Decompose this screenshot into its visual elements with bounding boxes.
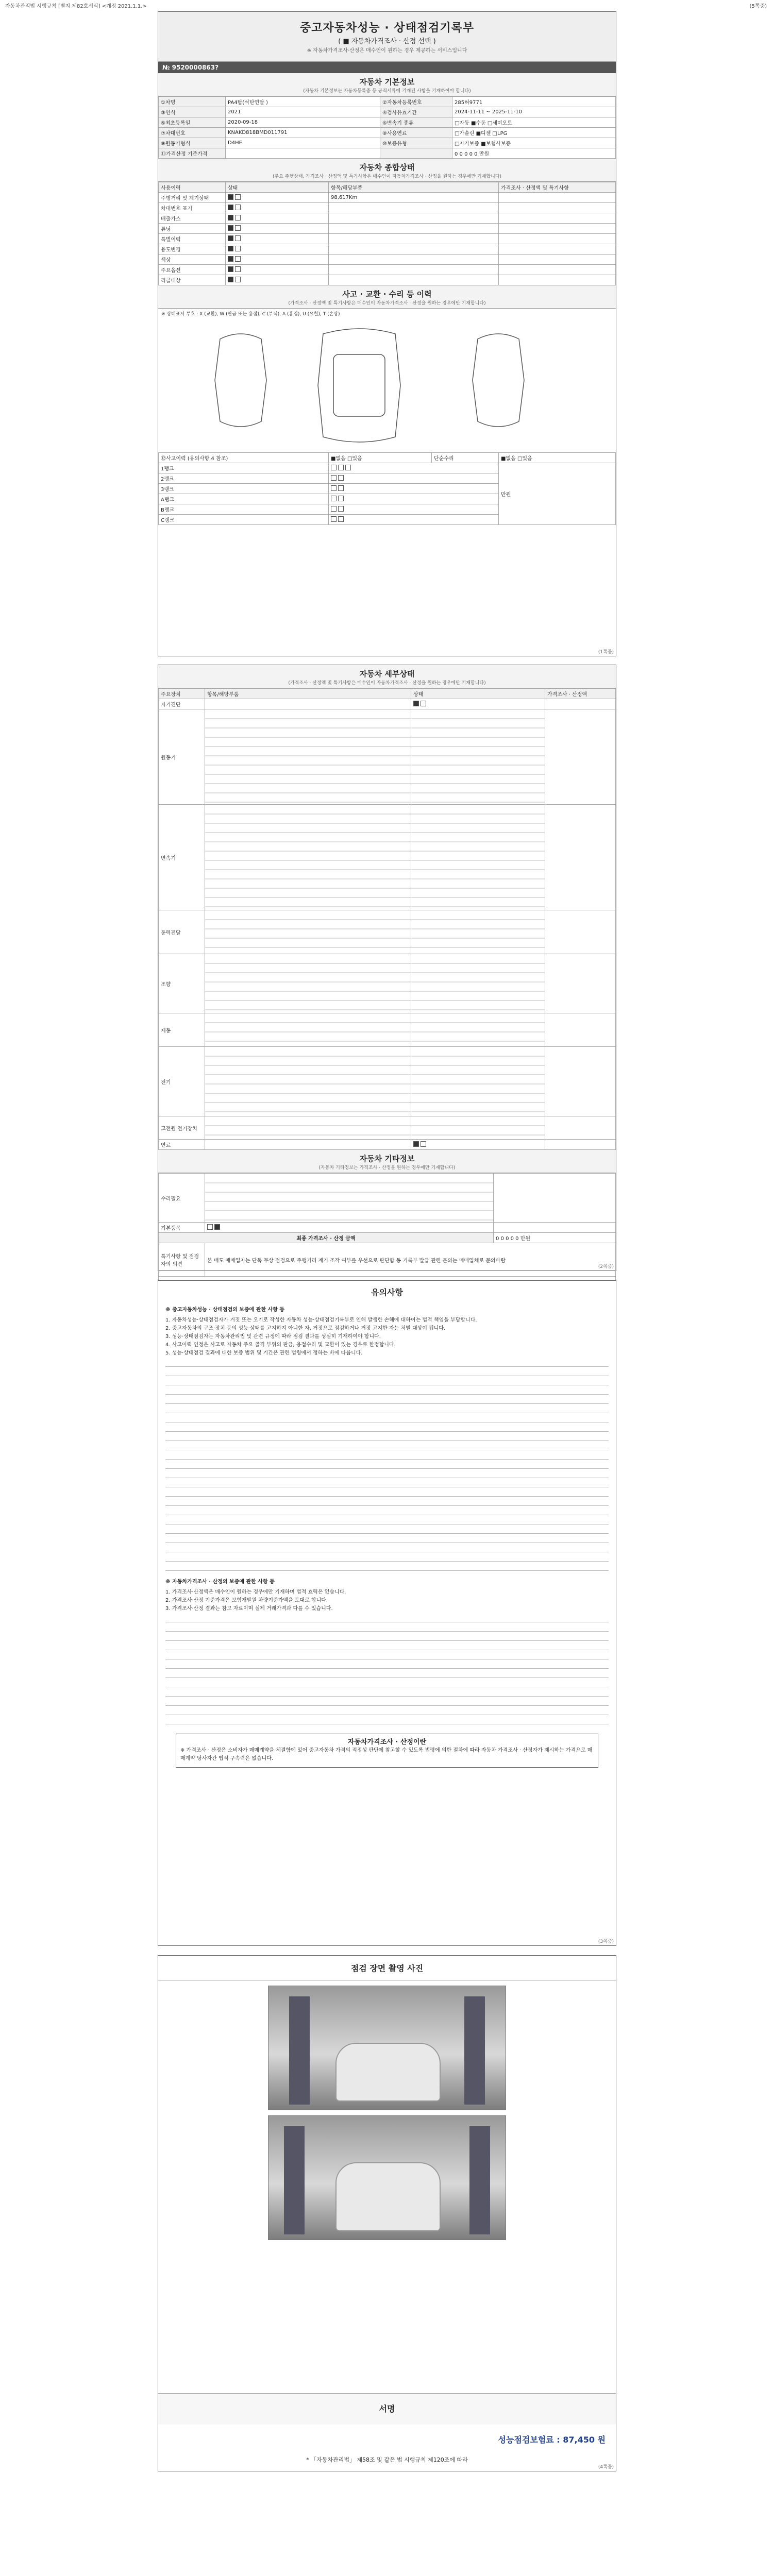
table-row: 동력전달 (159, 910, 616, 954)
table-row: ⑫사고이력 (유의사항 4 참조) ■없음 □있음 단순수리 ■없음 □있음 (159, 453, 616, 463)
checkbox[interactable] (228, 205, 233, 210)
accident-table (158, 452, 616, 525)
basic-info-title: 자동차 기본정보 (158, 73, 616, 87)
footer-note: * 「자동차관리법」 제58조 및 같은 법 시행규칙 제120조에 따라 (306, 2456, 468, 2463)
basic-info-table (158, 96, 616, 159)
checkbox[interactable] (421, 1141, 426, 1147)
table-row: 특별이력 (159, 234, 616, 244)
checkbox[interactable] (235, 256, 241, 262)
checkbox[interactable] (413, 1141, 419, 1147)
table-row: 튜닝 (159, 224, 616, 234)
table-row: 연료 (159, 1140, 616, 1150)
page-1 (158, 11, 616, 656)
final-price-value: 0 0 0 0 0 만원 (494, 1233, 616, 1243)
summary-sub: (주요 주행상태, 가격조사 · 산정액 및 특기사항은 매수인이 자동차가격조사 · 산정을 원하는 경우에만 기재합니다) (158, 173, 616, 182)
notice-item: 4. 사고이력 인정은 사고로 자동차 주요 골격 부위의 판금, 용접수리 및 교환이 있는 경우로 한정합니다. (165, 1342, 396, 1348)
page-number: (2쪽중) (598, 1264, 614, 1269)
checkbox[interactable] (235, 225, 241, 231)
table-row: ⑦차대번호 KNAKD818BMD011791 ⑧사용연료 □가솔린 ■디젤 □LPG (159, 128, 616, 138)
notice-body: ※ 중고자동차성능 · 상태점검의 보증에 관한 사항 등 1. 자동차성능·상태점검자가 거짓 또는 오기로 작성한 자동차 성능·상태점검기록부로 인해 발생한 손해에 대하여는 법적 책임을 부담합니다. 2. 중고자동차의 구조·장치 등의 성능·상태를 고지하지 아니한 자, 거짓으로 점검하거나 거짓 고지한 자는 처벌 대상이 됩니다. 3. 성능·상태점검자는 자동차관리법 및 관련 규정에 따라 점검 결과를 성실히 기재하여야 합니다. 4. 사고이력 인정은 사고로 자동차 주요 골격 부위의 판금, 용접수리 및 교환이 있는 경우로 한정합니다. 5. 성능·상태점검 결과에 대한 보증 범위 및 기간은 관련 법령에서 정하는 바에 따릅니다. ※ 자동차가격조사 · 산정의 보증에 관한 사항 등 1. 가격조사·산정액은 매수인이 원하는 경우에만 기재하며 법적 효력은 없습니다. 2. 가격조사·산정 기준가격은 보험개발원 차량기준가액을 토대로 합니다. 3. 가격조사·산정 결과는 참고 자료이며 실제 거래가격과 다를 수 있습니다. 자동차가격조사 · 산정이란 ※ 가격조사 · 산정은 소비자가 매매계약을 체결함에 있어 중고자동차 가격의 적정성 판단에 참고할 수 있도록 법령에 의한 절차에 따라 자동차 가격조사 · 산정자가 제시하는 가격으로 매매계약 당사자간 법적 구속력은 없습니다. (158, 1301, 616, 1773)
checkbox[interactable] (338, 475, 344, 481)
table-row: 특기사항 및 점검자의 의견 본 매도 매매업자는 단독 무상 점검으로 주행거리 계기 조작 여부를 우선으로 판단함 동 기록부 발급 관련 문의는 매매업체로 문의바람 (159, 1243, 616, 1277)
checkbox[interactable] (235, 215, 241, 221)
table-row: 1랭크 만원 (159, 463, 616, 473)
form-note: ※ 자동차가격조사·산정은 매수인이 원하는 경우 제공하는 서비스입니다 (307, 48, 467, 54)
checkbox[interactable] (338, 465, 344, 470)
table-row: 용도변경 (159, 244, 616, 255)
form-reference: 자동차관리법 시행규칙 [별지 제82호서식] <개정 2021.1.1.> (5, 4, 147, 9)
notice-title: 유의사항 (158, 1281, 616, 1301)
table-row: ⑪가격산정 기준가격 0 0 0 0 0 만원 (159, 148, 616, 159)
table-row: 2랭크 (159, 473, 616, 484)
table-row: B랭크 (159, 504, 616, 515)
table-row: 리콜대상 (159, 275, 616, 285)
car-right-side-outline (473, 334, 524, 427)
basic-info-sub: (자동차 기본정보는 자동차등록증 등 공적서류에 기재된 사항을 기재하여야 합니다) (158, 87, 616, 96)
form-header (158, 12, 616, 62)
table-row: 제동 (159, 1013, 616, 1047)
special-notes: 본 매도 매매업자는 단독 무상 점검으로 주행거리 계기 조작 여부를 우선으로 판단함 동 기록부 발급 관련 문의는 매매업체로 문의바람 (205, 1243, 616, 1277)
notice-item: 2. 가격조사·산정 기준가격은 보험개발원 차량기준가액을 토대로 합니다. (165, 1598, 328, 1603)
checkbox[interactable] (338, 496, 344, 501)
car-top-outline (318, 329, 400, 442)
checkbox[interactable] (235, 205, 241, 210)
table-row: 3랭크 (159, 484, 616, 494)
table-row: ⑤최초등록일 2020-09-18 ⑥변속기 종류 □자동 ■수동 □세미오토 (159, 117, 616, 128)
notice-item: 3. 성능·상태점검자는 자동차관리법 및 관련 규정에 따라 점검 결과를 성실히 기재하여야 합니다. (165, 1334, 381, 1340)
checkbox[interactable] (228, 225, 233, 231)
checkbox[interactable] (228, 266, 233, 272)
checkbox[interactable] (228, 235, 233, 241)
detail-title: 자동차 세부상태 (158, 665, 616, 679)
summary-table (158, 182, 616, 285)
table-header-row: 주요장치 항목/해당부품 상태 가격조사 · 산정액 (159, 689, 616, 699)
summary-title: 자동차 종합상태 (158, 159, 616, 173)
checkbox[interactable] (345, 465, 351, 470)
vehicle-name: PA4탑(석탄연달 ) (226, 97, 380, 107)
checkbox[interactable] (421, 701, 426, 706)
page-count: (5쪽중) (749, 4, 767, 9)
table-row: 주행거리 및 계기상태 98,617Km (159, 193, 616, 203)
table-row: 자기진단 (159, 699, 616, 709)
inspection-photo-2 (268, 2115, 506, 2240)
table-row: 수리필요 (159, 1174, 616, 1223)
table-row: C랭크 (159, 515, 616, 525)
record-number: № 9520000863? (158, 62, 616, 73)
checkbox[interactable] (235, 235, 241, 241)
checkbox[interactable] (331, 485, 337, 491)
table-row: A랭크 (159, 494, 616, 504)
final-price-label: 최종 가격조사 · 산정 금액 (159, 1233, 494, 1243)
table-row: ③연식 2021 ④검사유효기간 2024-11-11 ~ 2025-11-10 (159, 107, 616, 117)
table-row: 전기 (159, 1047, 616, 1116)
form-topline (0, 0, 773, 9)
other-sub: (자동차 기타정보는 가격조사 · 산정을 원하는 경우에만 기재합니다) (158, 1164, 616, 1173)
notice-filler (165, 1613, 609, 1726)
table-header-row: 사용이력 상태 항목/해당부품 가격조사 · 산정액 및 특기사항 (159, 182, 616, 193)
insurance-fee: 성능점검보험료 : 87,450 원 (498, 2435, 606, 2445)
price-explain-box: 자동차가격조사 · 산정이란 ※ 가격조사 · 산정은 소비자가 매매계약을 체결함에 있어 중고자동차 가격의 적정성 판단에 참고할 수 있도록 법령에 의한 절차에 따라 자동차 가격조사 · 산정자가 제시하는 가격으로 매매계약 당사자간 법적 구속력은 없습니다. (176, 1734, 598, 1768)
signature-area: 서명 (158, 2393, 616, 2425)
page-number: (3쪽중) (598, 1939, 614, 1944)
checkbox[interactable] (228, 215, 233, 221)
table-row: 색상 (159, 255, 616, 265)
table-row: 차대번호 표기 (159, 203, 616, 213)
checkbox[interactable] (228, 256, 233, 262)
table-row: 배출가스 (159, 213, 616, 224)
inspection-photo-1 (268, 1986, 506, 2110)
notice-item: 1. 가격조사·산정액은 매수인이 원하는 경우에만 기재하며 법적 효력은 없습니다. (165, 1589, 346, 1595)
checkbox[interactable] (338, 516, 344, 522)
checkbox[interactable] (331, 496, 337, 501)
page-3 (158, 1280, 616, 1946)
table-row: ①차명 PA4탑(석탄연달 ) ②자동차등록번호 285허9771 (159, 97, 616, 107)
table-row: 기본품목 (159, 1223, 616, 1233)
checkbox[interactable] (228, 277, 233, 282)
checkbox[interactable] (235, 194, 241, 200)
checkbox[interactable] (331, 516, 337, 522)
photo-title: 점검 장면 촬영 사진 (158, 1956, 616, 1980)
checkbox[interactable] (331, 465, 337, 470)
checkbox[interactable] (413, 701, 419, 706)
other-title: 자동차 기타정보 (158, 1150, 616, 1164)
table-row: ⑨원동기형식 D4HE ⑩보증유형 □자가보증 ■보험사보증 (159, 138, 616, 148)
plate-number: 285허9771 (452, 97, 616, 107)
form-subtitle: ( ■ 자동차가격조사 · 산정 선택 ) (338, 38, 436, 45)
form-title: 중고자동차성능 · 상태점검기록부 (299, 22, 475, 35)
notice-filler (165, 1358, 609, 1574)
page-2 (158, 665, 616, 1271)
checkbox[interactable] (235, 266, 241, 272)
mileage-value: 98,617Km (329, 193, 499, 203)
detail-table (158, 688, 616, 1150)
checkbox[interactable] (207, 1224, 213, 1230)
table-row: 원동기 (159, 709, 616, 805)
notice-item: 2. 중고자동차의 구조·장치 등의 성능·상태를 고지하지 아니한 자, 거짓으로 점검하거나 거짓 고지한 자는 처벌 대상이 됩니다. (165, 1326, 446, 1331)
checkbox[interactable] (338, 485, 344, 491)
page-number: (1쪽중) (598, 650, 614, 655)
checkbox[interactable] (338, 506, 344, 512)
page-number: (4쪽중) (598, 2465, 614, 2470)
checkbox[interactable] (235, 246, 241, 251)
checkbox[interactable] (228, 194, 233, 200)
notice-item: 1. 자동차성능·상태점검자가 거짓 또는 오기로 작성한 자동차 성능·상태점검기록부로 인해 발생한 손해에 대하여는 법적 책임을 부담합니다. (165, 1317, 477, 1323)
table-row: 주요옵션 (159, 265, 616, 275)
table-row: 고전원 전기장치 (159, 1116, 616, 1140)
notice-item: 5. 성능·상태점검 결과에 대한 보증 범위 및 기간은 관련 법령에서 정하는 바에 따릅니다. (165, 1350, 363, 1356)
checkbox[interactable] (235, 277, 241, 282)
car-left-side-outline (215, 334, 266, 427)
car-roof-outline (333, 354, 385, 416)
page-4 (158, 1955, 616, 2471)
car-diagram (158, 318, 616, 452)
checkbox[interactable] (214, 1224, 220, 1230)
notice-item: 3. 가격조사·산정 결과는 참고 자료이며 실제 거래가격과 다를 수 있습니다. (165, 1606, 333, 1612)
detail-sub: (가격조사 · 산정액 및 특기사항은 매수인이 자동차가격조사 · 산정을 원하는 경우에만 기재합니다) (158, 679, 616, 688)
table-row: 변속기 (159, 805, 616, 910)
table-row: 조향 (159, 954, 616, 1013)
checkbox[interactable] (228, 246, 233, 251)
table-row (159, 1233, 616, 1243)
accident-legend: ※ 상태표시 부호 : X (교환), W (판금 또는 용접), C (부식), A (흠집), U (요철), T (손상) (161, 312, 340, 317)
accident-title: 사고 · 교환 · 수리 등 이력 (158, 285, 616, 299)
accident-sub: (가격조사 · 산정액 및 특기사항은 매수인이 자동차가격조사 · 산정을 원하는 경우에만 기재합니다) (158, 299, 616, 309)
checkbox[interactable] (331, 506, 337, 512)
checkbox[interactable] (331, 475, 337, 481)
